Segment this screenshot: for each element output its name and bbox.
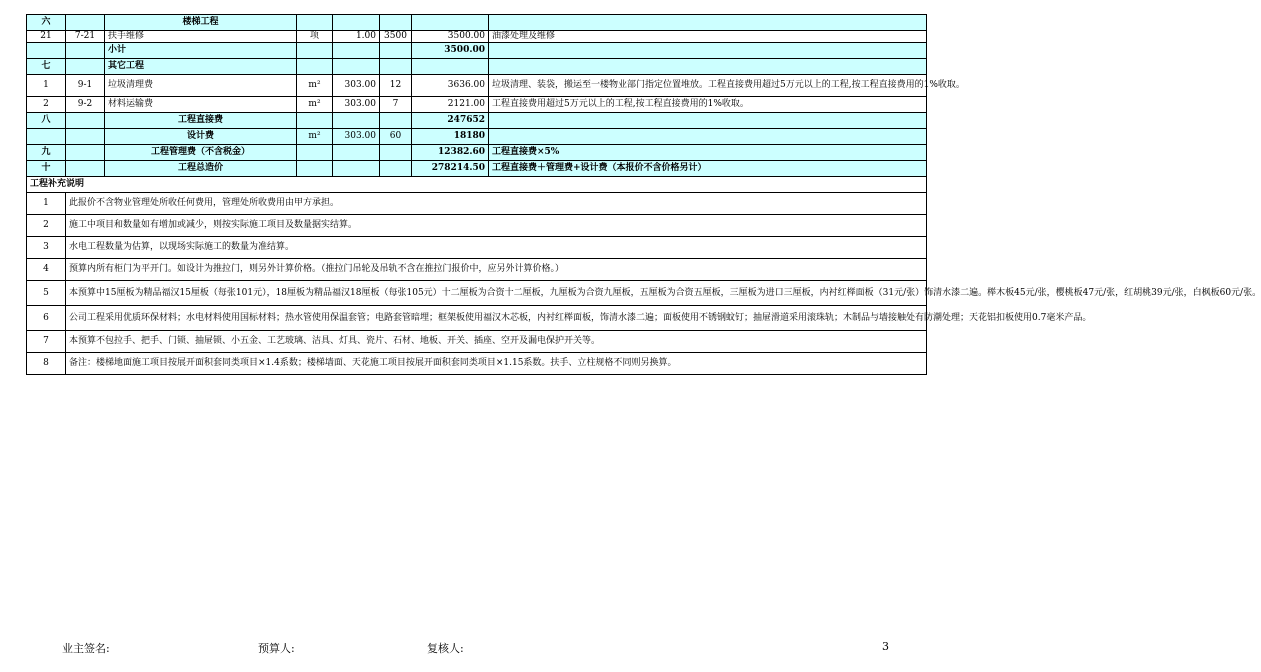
estimator-label: 预算人: [258,642,295,655]
item-name: 材料运输费 [105,97,297,113]
item-amount: 3636.00 [412,75,489,97]
design-fee-price: 60 [380,129,412,145]
item-quantity: 303.00 [333,97,380,113]
section-number: 十 [27,161,66,177]
item-amount: 3500.00 [412,31,489,43]
note-row [27,193,927,215]
section-header-stairs [27,15,927,31]
note-text: 水电工程数量为估算，以现场实际施工的数量为准结算。 [66,237,927,259]
note-text: 预算内所有柜门为平开门。如设计为推拉门，则另外计算价格。（推拉门吊轮及吊轨不含在推拉门报价中，应另外计算价格。） [66,259,927,281]
note-text: 公司工程采用优质环保材料；水电材料使用国标材料；热水管使用保温套管；电路套管暗埋；框架板使用福汉木芯板，内衬红榉面板，饰清水漆二遍；面板使用不锈钢蚊钉；抽屉滑道采用滚珠轨；木制品与墙接触处有防潮处理；天花铝扣板使用0.7毫米产品。 [66,306,927,331]
section-number: 七 [27,59,66,75]
note-number: 2 [27,215,66,237]
item-name: 垃圾清理费 [105,75,297,97]
total-cost-label: 工程总造价 [105,161,297,177]
note-text: 本预算中15厘板为精品福汉15厘板（每张101元），18厘板为精品福汉18厘板（每张105元）十二厘板为合资十二厘板，九厘板为合资九厘板，五厘板为合资五厘板，三厘板为进口三厘板，内衬红榉面板（31元/张）饰清水漆二遍。榉木板45元/张，樱桃板47元/张，红胡桃39元/张，白枫板60元/张。 [66,281,927,306]
design-fee-row [27,129,927,145]
total-cost-amount: 278214.50 [412,161,489,177]
section-number: 六 [27,15,66,31]
note-row [27,215,927,237]
notes-title: 工程补充说明 [27,177,927,193]
section-number: 八 [27,113,66,129]
note-row [27,259,927,281]
note-text: 本预算不包拉手、把手、门锁、抽屉锁、小五金、工艺玻璃、洁具、灯具、瓷片、石材、地板、开关、插座、空开及漏电保护开关等。 [66,331,927,353]
note-number: 5 [27,281,66,306]
item-code: 7-21 [66,31,105,43]
design-fee-unit: m² [297,129,333,145]
table-row [27,31,927,43]
direct-cost-amount: 247652 [412,113,489,129]
note-row [27,331,927,353]
design-fee-amount: 18180 [412,129,489,145]
item-note: 工程直接费用超过5万元以上的工程,按工程直接费用的1%收取。 [489,97,927,113]
notes-header [27,177,927,193]
total-cost-row [27,161,927,177]
item-code: 9-1 [66,75,105,97]
item-price: 3500 [380,31,412,43]
page-number: 3 [882,640,889,653]
note-number: 3 [27,237,66,259]
management-fee-row [27,145,927,161]
row-number: 2 [27,97,66,113]
table-row [27,97,927,113]
management-fee-label: 工程管理费（不含税金） [105,145,297,161]
direct-cost-label: 工程直接费 [105,113,297,129]
subtotal-amount: 3500.00 [412,43,489,59]
item-note: 油漆处理及维修 [489,31,927,43]
note-row [27,237,927,259]
note-number: 6 [27,306,66,331]
item-code: 9-2 [66,97,105,113]
note-row [27,306,927,331]
design-fee-quantity: 303.00 [333,129,380,145]
note-text: 此报价不含物业管理处所收任何费用，管理处所收费用由甲方承担。 [66,193,927,215]
management-fee-amount: 12382.60 [412,145,489,161]
item-name: 扶手维修 [105,31,297,43]
subtotal-row [27,43,927,59]
note-number: 1 [27,193,66,215]
note-text: 施工中项目和数量如有增加或减少，则按实际施工项目及数量据实结算。 [66,215,927,237]
item-quantity: 1.00 [333,31,380,43]
note-row [27,353,927,375]
note-number: 8 [27,353,66,375]
table-row [27,75,927,97]
row-number: 21 [27,31,66,43]
item-unit: 项 [297,31,333,43]
section-title: 楼梯工程 [105,15,297,31]
item-unit: m² [297,75,333,97]
section-title: 其它工程 [105,59,297,75]
subtotal-label: 小计 [105,43,297,59]
item-price: 12 [380,75,412,97]
owner-signature-label: 业主签名: [62,642,110,655]
section-header-other [27,59,927,75]
note-row [27,281,927,306]
note-number: 7 [27,331,66,353]
item-note: 垃圾清理、装袋，搬运至一楼物业部门指定位置堆放。工程直接费用超过5万元以上的工程,按工程直接费用的1%收取。 [489,75,927,97]
note-number: 4 [27,259,66,281]
budget-table [26,14,1261,375]
section-number: 九 [27,145,66,161]
item-amount: 2121.00 [412,97,489,113]
item-price: 7 [380,97,412,113]
note-text: 备注：楼梯地面施工项目按展开面积套同类项目×1.4系数；楼梯墙面、天花施工项目按展开面积套同类项目×1.15系数。扶手、立柱规格不同则另换算。 [66,353,927,375]
design-fee-label: 设计费 [105,129,297,145]
direct-cost-row [27,113,927,129]
reviewer-label: 复核人: [427,642,464,655]
total-cost-note: 工程直接费＋管理费+设计费（本报价不含价格另计） [489,161,927,177]
row-number: 1 [27,75,66,97]
management-fee-note: 工程直接费×5% [489,145,927,161]
item-unit: m² [297,97,333,113]
item-quantity: 303.00 [333,75,380,97]
